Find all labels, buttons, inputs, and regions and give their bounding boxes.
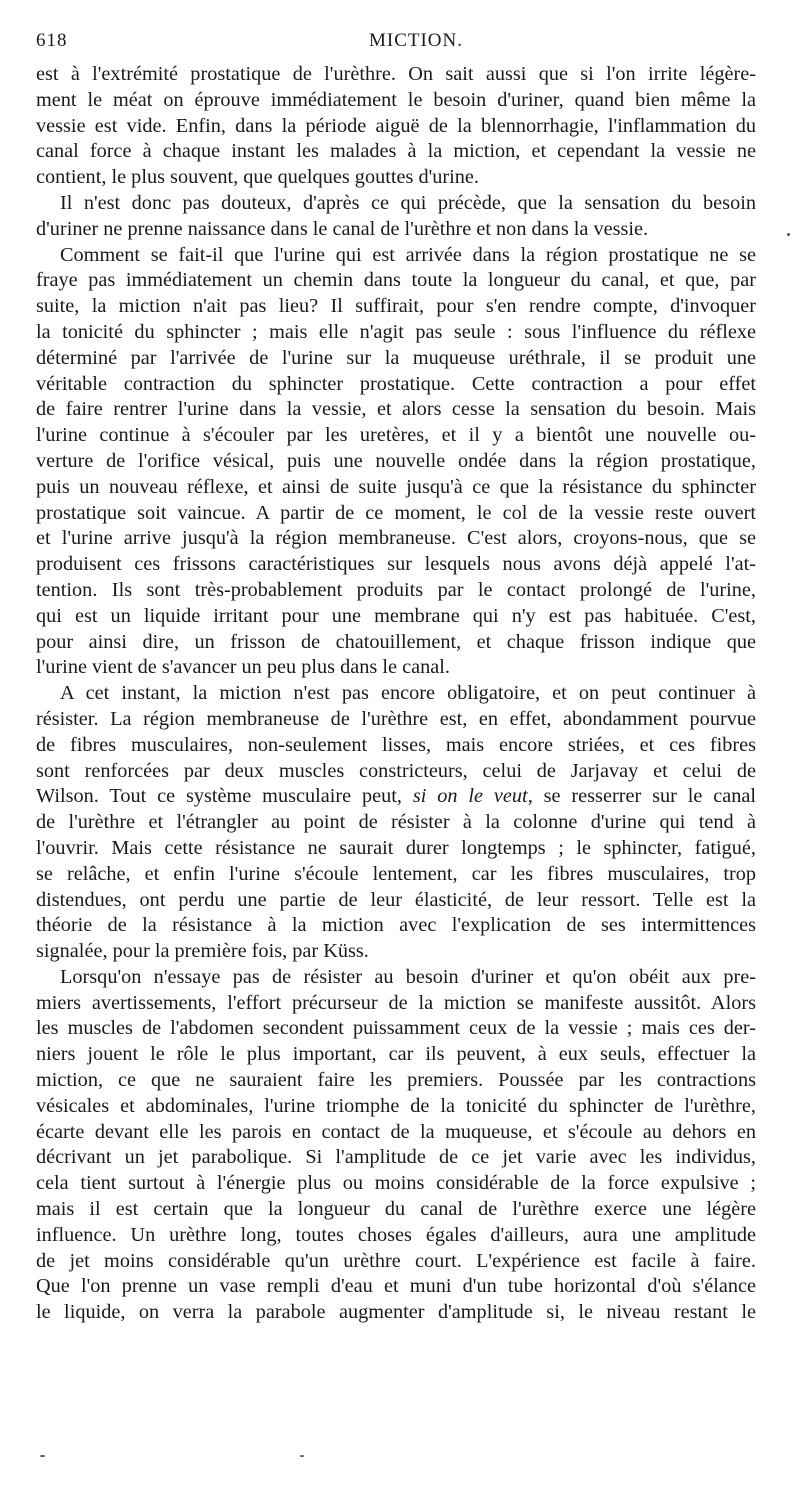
text-line: Que l'on prenne un vase rempli d'eau et muni d'un tube horizontal d'où s'élance (36, 1275, 756, 1298)
text-line: vessie est vide. Enfin, dans la période aiguë de la blennorrhagie, l'inflammation du (36, 114, 756, 137)
page-header (36, 30, 766, 56)
text-line: et l'urine arrive jusqu'à la région membraneuse. C'est alors, croyons-nous, que se (36, 527, 756, 550)
text-line: prostatique soit vaincue. A partir de ce moment, le col de la vessie reste ouvert (36, 501, 756, 524)
text-line: de l'urèthre et l'étrangler au point de résister à la colonne d'urine qui tend à (36, 811, 756, 834)
text-line: tention. Ils sont très-probablement produits par le contact prolongé de l'urine, (36, 578, 756, 601)
text-line: de faire rentrer l'urine dans la vessie, et alors cesse la sensation du besoin. Mais (36, 398, 756, 421)
text-line: l'ouvrir. Mais cette résistance ne saurait durer longtemps ; le sphincter, fatigué, (36, 836, 756, 859)
text-line: puis un nouveau réflexe, et ainsi de suite jusqu'à ce que la résistance du sphincter (36, 475, 756, 498)
text-line: A cet instant, la miction n'est pas encore obligatoire, et on peut continuer à (60, 682, 756, 705)
text-line: les muscles de l'abdomen secondent puissamment ceux de la vessie ; mais ces der- (36, 1017, 756, 1040)
text-line: vésicales et abdominales, l'urine triomphe de la tonicité du sphincter de l'urèthre, (36, 1094, 756, 1117)
text-line: déterminé par l'arrivée de l'urine sur la muqueuse uréthrale, il se produit une (36, 346, 756, 369)
page-number: 618 (36, 30, 68, 51)
text-line: Il n'est donc pas douteux, d'après ce qui précède, que la sensation du besoin (60, 191, 756, 214)
text-line: verture de l'orifice vésical, puis une nouvelle ondée dans la région prostatique, (36, 449, 756, 472)
text-line: ment le méat on éprouve immédiatement le besoin d'uriner, quand bien même la (36, 88, 756, 111)
text-line: est à l'extrémité prostatique de l'urèthre. On sait aussi que si l'on irrite légère- (36, 63, 756, 85)
text-line: miers avertissements, l'effort précurseur de la miction se manifeste aussitôt. Alors (36, 991, 756, 1014)
text-line: distendues, ont perdu une partie de leur élasticité, de leur ressort. Telle est la (36, 888, 756, 911)
text-line: la tonicité du sphincter ; mais elle n'agit pas seule : sous l'influence du réflexe (36, 320, 756, 343)
text-line: véritable contraction du sphincter prostatique. Cette contraction a pour effet (36, 372, 756, 395)
text-line: sont renforcées par deux muscles constricteurs, celui de Jarjavay et celui de (36, 759, 756, 782)
text-line: contient, le plus souvent, que quelques gouttes d'urine. (36, 166, 479, 189)
text-line: théorie de la résistance à la miction avec l'explication de ses intermittences (36, 914, 756, 937)
body-text (36, 62, 756, 1326)
text-line: qui est un liquide irritant pour une membrane qui n'y est pas habituée. C'est, (36, 604, 756, 627)
text-line: de fibres musculaires, non-seulement lisses, mais encore striées, et ces fibres (36, 733, 756, 756)
text-line: Lorsqu'on n'essaye pas de résister au besoin d'uriner et qu'on obéit aux pre- (60, 965, 756, 988)
text-line: niers jouent le rôle le plus important, car ils peuvent, à eux seuls, effectuer la (36, 1043, 756, 1066)
text-line: se relâche, et enfin l'urine s'écoule lentement, car les fibres musculaires, trop (36, 862, 756, 885)
text-line: fraye pas immédiatement un chemin dans toute la longueur du canal, et que, par (36, 269, 756, 292)
text-line: écarte devant elle les parois en contact de la muqueuse, et s'écoule au dehors en (36, 1120, 756, 1143)
text-line: le liquide, on verra la parabole augmenter d'amplitude si, le niveau restant le (36, 1301, 756, 1324)
text-line: influence. Un urèthre long, toutes choses égales d'ailleurs, aura une amplitude (36, 1223, 756, 1246)
text-line: canal force à chaque instant les malades à la miction, et cependant la vessie ne (36, 140, 756, 163)
text-line: d'uriner ne prenne naissance dans le canal de l'urèthre et non dans la vessie. (36, 217, 649, 240)
running-title: MICTION. (368, 30, 464, 51)
text-line: Comment se fait-il que l'urine qui est arrivée dans la région prostatique ne se (60, 243, 756, 266)
print-speck (787, 233, 790, 236)
text-line: produisent ces frissons caractéristiques sur lesquels nous avons déjà appelé l'at- (36, 553, 756, 576)
text-line: l'urine continue à s'écouler par les uretères, et il y a bientôt une nouvelle ou- (36, 424, 756, 447)
text-line: cela tient surtout à l'énergie plus ou moins considérable de la force expulsive ; (36, 1172, 756, 1195)
text-line: signalée, pour la première fois, par Küss. (36, 940, 369, 963)
text-line: résister. La région membraneuse de l'urèthre est, en effet, abondamment pourvue (36, 707, 756, 730)
text-line: de jet moins considérable qu'un urèthre court. L'expérience est facile à faire. (36, 1249, 756, 1272)
text-line: décrivant un jet parabolique. Si l'amplitude de ce jet varie avec les individus, (36, 1146, 756, 1169)
text-line: suite, la miction n'ait pas lieu? Il suffirait, pour s'en rendre compte, d'invoquer (36, 295, 756, 318)
text-line: pour ainsi dire, un frisson de chatouillement, et chaque frisson indique que (36, 630, 756, 653)
text-line: miction, ce que ne sauraient faire les premiers. Poussée par les contractions (36, 1069, 756, 1092)
text-line: mais il est certain que la longueur du canal de l'urèthre exerce une légère (36, 1198, 756, 1221)
italic-emphasis: si on le veut (412, 785, 528, 808)
text-line: Wilson. Tout ce système musculaire peut, si on le veut, se resserrer sur le canal (36, 785, 757, 808)
print-speck (40, 1455, 45, 1457)
text-line: l'urine vient de s'avancer un peu plus dans le canal. (36, 656, 450, 679)
print-speck (300, 1455, 304, 1457)
